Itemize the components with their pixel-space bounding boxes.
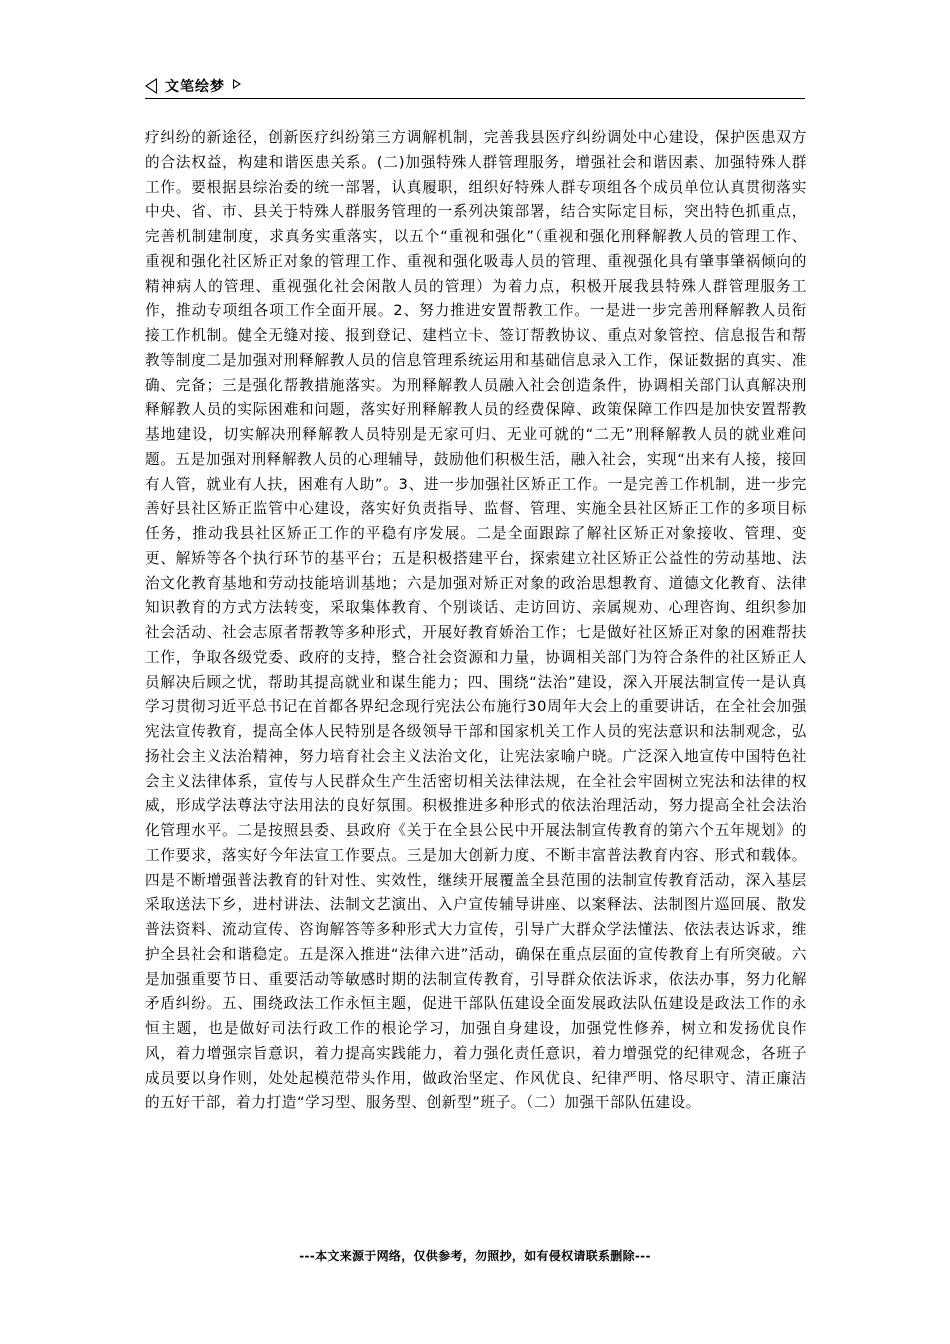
- header-brand-group: [145, 76, 241, 96]
- triangle-right-outline-icon: [233, 79, 241, 89]
- footer-disclaimer: ---本文来源于网络，仅供参考，勿照抄，如有侵权请联系删除---: [299, 1249, 651, 1263]
- page-header: [145, 74, 805, 99]
- body-text: 疗纠纷的新途径，创新医疗纠纷第三方调解机制，完善我县医疗纠纷调处中心建设，保护医患双方的合法权益，构建和谐医患关系。(二)加强特殊人群管理服务，增强社会和谐因素、加强特殊人群工作。要根据县综治委的统一部署，认真履职，组织好特殊人群专项组各个成员单位认真贯彻落实中央、省、市、县关于特殊人群服务管理的一系列决策部署，结合实际定目标，突出特色抓重点，完善机制建制度，求真务实重落实，以五个“重视和强化”（重视和强化刑释解教人员的管理工作、重视和强化社区矫正对象的管理工作、重视和强化吸毒人员的管理、重视强化具有肇事肇祸倾向的精神病人的管理、重视强化社会闲散人员的管理）为着力点，积极开展我县特殊人群管理服务工作，推动专项组各项工作全面开展。2、努力推进安置帮教工作。一是进一步完善刑释解教人员衔接工作机制。健全无缝对接、报到登记、建档立卡、签订帮教协议、重点对象管控、信息报告和帮教等制度二是加强对刑释解教人员的信息管理系统运用和基础信息录入工作，保证数据的真实、准确、完备；三是强化帮教措施落实。为刑释解教人员融入社会创造条件，协调相关部门认真解决刑释解教人员的实际困难和问题，落实好刑释解教人员的经费保障、政策保障工作四是加快安置帮教基地建设，切实解决刑释解教人员特别是无家可归、无业可就的“二无”刑释解教人员的就业难问题。五是加强对刑释解教人员的心理辅导，鼓励他们积极生活，融入社会，实现“出来有人接，接回有人管，就业有人扶，困难有人助”。3、进一步加强社区矫正工作。一是完善工作机制，进一步完善好县社区矫正监管中心建设，落实好负责指导、监督、管理、实施全县社区矫正工作的多项目标任务，推动我县社区矫正工作的平稳有序发展。二是全面跟踪了解社区矫正对象接收、管理、变更、解矫等各个执行环节的基平台；五是积极搭建平台，探索建立社区矫正公益性的劳动基地、法治文化教育基地和劳动技能培训基地；六是加强对矫正对象的政治思想教育、道德文化教育、法律知识教育的方式方法转变，采取集体教育、个别谈话、走访回访、亲属规劝、心理咨询、组织参加社会活动、社会志原者帮教等多种形式，开展好教育娇治工作；七是做好社区矫正对象的困难帮扶工作，争取各级党委、政府的支持，整合社会资源和力量，协调相关部门为符合条件的社区矫正人员解决后顾之忧，帮助其提高就业和谋生能力；四、围绕“法治”建设，深入开展法制宣传一是认真学习贯彻习近平总书记在首都各界纪念现行宪法公布施行30周年大会上的重要讲话，在全社会加强宪法宣传教育，提高全体人民特别是各级领导干部和国家机关工作人员的宪法意识和法制观念，弘扬社会主义法治精神，努力培育社会主义法治文化，让宪法家喻户晓。广泛深入地宣传中国特色社会主义法律体系，宣传与人民群众生产生活密切相关法律法规，在全社会牢固树立宪法和法律的权威，形成学法尊法守法用法的良好氛围。积极推进多种形式的依法治理活动，努力提高全社会法治化管理水平。二是按照县委、县政府《关于在全县公民中开展法制宣传教育的第六个五年规划》的工作要求，落实好今年法宣工作要点。三是加大创新力度、不断丰富普法教育内容、形式和载体。四是不断增强普法教育的针对性、实效性，继续开展覆盖全县范围的法制宣传教育活动，深入基层采取送法下乡，进村讲法、法制文艺演出、入户宣传辅导讲座、以案释法、法制图片巡回展、散发普法资料、流动宣传、咨询解答等多种形式大力宣传，引导广大群众学法懂法、依法表达诉求，维护全县社会和谐稳定。五是深入推进“法律六进”活动，确保在重点层面的宣传教育上有所突破。六是加强重要节日、重要活动等敏感时期的法制宣传教育，引导群众依法诉求，依法办事，努力化解矛盾纠纷。五、围绕政法工作永恒主题，促进干部队伍建设全面发展政法队伍建设是政法工作的永恒主题，也是做好司法行政工作的根论学习，加强自身建设，加强党性修养，树立和发扬优良作风，着力增强宗旨意识，着力提高实践能力，着力强化责任意识，着力增强党的纪律观念，各班子成员要以身作则，处处起模范带头作用，做政治坚定、作风优良、纪律严明、恪尽职守、清正廉洁的五好干部，着力打造“学习型、服务型、创新型”班子。（二）加强干部队伍建设。: [145, 129, 807, 1112]
- triangle-left-outline-icon: [145, 78, 157, 94]
- brand-title: 文笔绘梦: [165, 79, 225, 95]
